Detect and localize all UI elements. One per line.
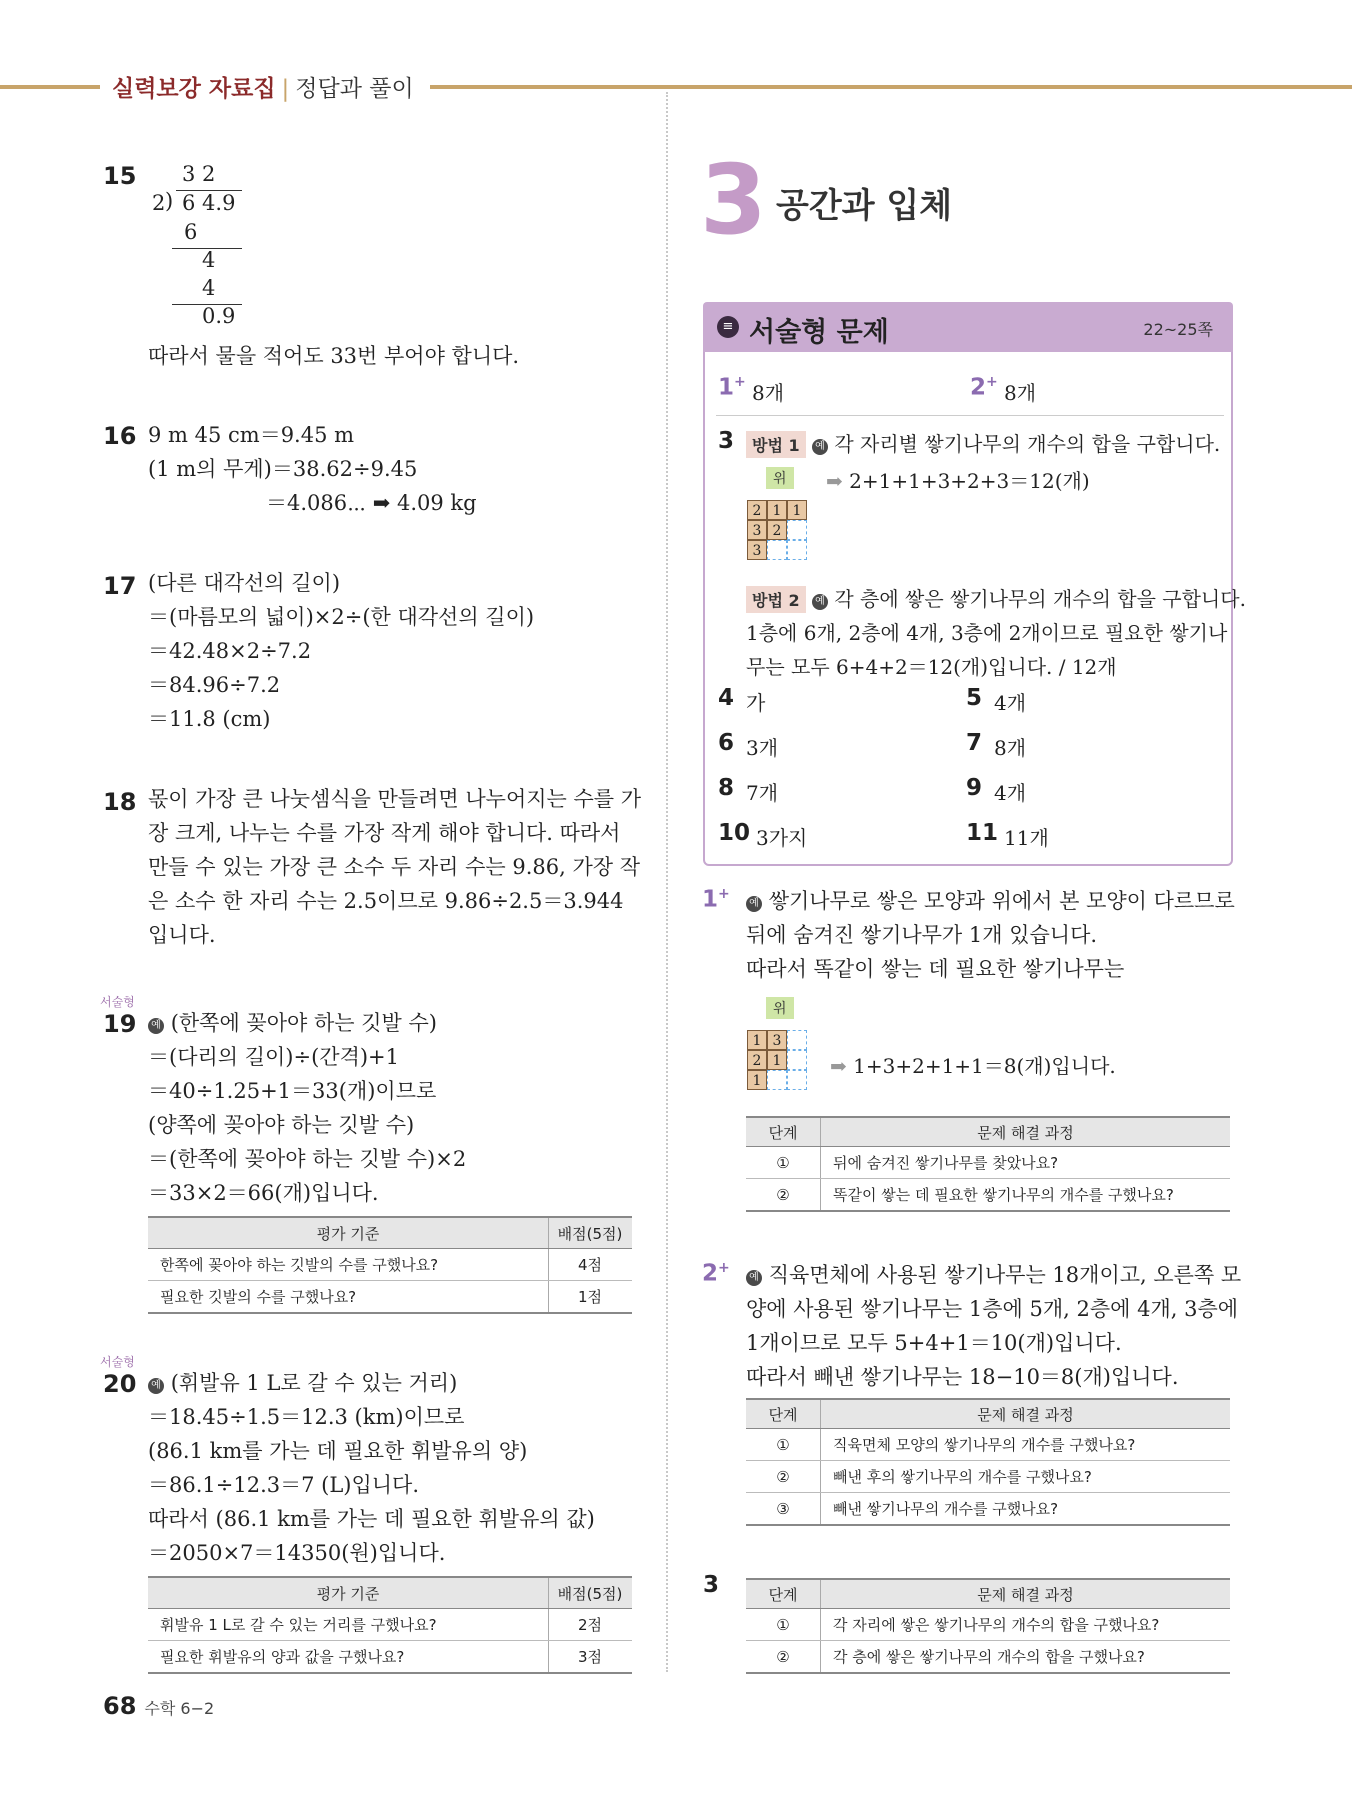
table-row: ① 뒤에 숨겨진 쌓기나무를 찾았나요?: [746, 1147, 1230, 1179]
answer-number: 8: [718, 775, 735, 801]
solution-block: [746, 1258, 1241, 1394]
column-divider: [666, 92, 668, 1672]
solution-line: (1 m의 무게)＝38.62÷9.45: [148, 457, 418, 481]
solution-calc: ➡ 1+3+2+1+1＝8(개)입니다.: [830, 1054, 1116, 1078]
method-2-line: 방법 2 예 각 층에 쌓은 쌓기나무의 개수의 합을 구합니다.: [746, 583, 1246, 613]
table-row: ③ 빼낸 쌓기나무의 개수를 구했나요?: [746, 1493, 1230, 1526]
answer-value: 8개: [1004, 381, 1037, 405]
solution-block: [148, 418, 477, 520]
solution-line: 1개이므로 모두 5+4+1＝10(개)입니다.: [746, 1331, 1122, 1355]
solution-line: 쌓기나무로 쌓은 모양과 위에서 본 모양이 다르므로: [768, 889, 1235, 913]
header-title: [112, 70, 414, 103]
answer-number: 5: [966, 685, 983, 711]
problem-number: 3: [703, 1572, 720, 1598]
score-table-header: 배점(5점): [549, 1577, 633, 1609]
solution-line: (양쪽에 꽂아야 하는 깃발 수): [148, 1113, 415, 1137]
step-table-header: 단계: [746, 1117, 821, 1147]
answer-number: 10: [718, 820, 751, 846]
division-step: 4: [202, 276, 216, 300]
question-number: 19: [103, 1010, 137, 1038]
essay-tag: 서술형: [100, 1355, 135, 1369]
solution-line: 따라서 빼낸 쌓기나무는 18−10＝8(개)입니다.: [746, 1365, 1179, 1389]
arrow-right-icon: ➡: [826, 469, 843, 493]
division-remainder: 0.9: [202, 304, 236, 328]
top-view-label: 위: [766, 467, 794, 489]
example-icon: 예: [812, 594, 828, 610]
division-dividend: 6 4.9: [182, 191, 236, 215]
top-view-label: 위: [766, 997, 794, 1019]
solution-line: ＝42.48×2÷7.2: [148, 639, 312, 663]
example-icon: 예: [746, 896, 762, 912]
answer-number: 2+: [970, 374, 998, 401]
table-row: 필요한 깃발의 수를 구했나요? 1점: [148, 1281, 632, 1314]
grid-cell: 1: [767, 1050, 787, 1070]
solution-line: 직육면체에 사용된 쌓기나무는 18개이고, 오른쪽 모: [768, 1263, 1242, 1287]
method-1-calc: ➡ 2+1+1+3+2+3＝12(개): [826, 469, 1090, 493]
table-row: ② 각 층에 쌓은 쌓기나무의 개수의 합을 구했나요?: [746, 1641, 1230, 1674]
score-table: [148, 1576, 632, 1674]
page-number: 68: [103, 1692, 137, 1720]
answer-value: 11개: [1004, 826, 1049, 850]
box-separator: [716, 415, 1224, 416]
solution-block: [148, 1006, 466, 1210]
step-table-header: 단계: [746, 1399, 821, 1429]
chapter-title: 공간과 입체: [776, 186, 953, 226]
solution-line: ＝(마름모의 넓이)×2÷(한 대각선의 길이): [148, 605, 535, 629]
solution-line: ＝40÷1.25+1＝33(개)이므로: [148, 1079, 437, 1103]
grid-cell: 2: [767, 520, 787, 540]
table-row: ② 빼낸 후의 쌓기나무의 개수를 구했나요?: [746, 1461, 1230, 1493]
score-table-header: 평가 기준: [148, 1217, 549, 1249]
answer-number: 3: [718, 428, 735, 454]
answer-value: 4개: [994, 781, 1027, 805]
solution-line: ＝11.8 (cm): [148, 707, 271, 731]
solution-line: ＝(다리의 길이)÷(간격)+1: [148, 1045, 400, 1069]
header-title-sub: 정답과 풀이: [295, 76, 414, 102]
table-row: 한쪽에 꽂아야 하는 깃발의 수를 구했나요? 4점: [148, 1249, 632, 1281]
essay-box-title: 서술형 문제: [749, 317, 889, 348]
step-table-header: 단계: [746, 1579, 821, 1609]
question-number: 17: [103, 572, 137, 600]
book-title: 수학 6−2: [144, 1699, 215, 1718]
answer-number: 11: [966, 820, 999, 846]
solution-line: 양에 사용된 쌓기나무는 1층에 5개, 2층에 4개, 3층에: [746, 1297, 1239, 1321]
solution-line: (다른 대각선의 길이): [148, 571, 341, 595]
table-row: 휘발유 1 L로 갈 수 있는 거리를 구했나요? 2점: [148, 1609, 632, 1641]
step-table: [746, 1116, 1230, 1212]
page-footer: [103, 1692, 214, 1720]
answer-value: 7개: [746, 781, 779, 805]
method-1-line: 방법 1 예 각 자리별 쌓기나무의 개수의 합을 구합니다.: [746, 428, 1220, 458]
method-1-label: 방법 1: [746, 431, 806, 458]
grid-cell: 1: [787, 500, 807, 520]
answer-number: 1+: [718, 374, 746, 401]
solution-line: 뒤에 숨겨진 쌓기나무가 1개 있습니다.: [746, 923, 1098, 947]
score-table-header: 평가 기준: [148, 1577, 549, 1609]
grid-cell: 3: [747, 520, 767, 540]
question-number: 18: [103, 788, 137, 816]
solution-block: [148, 782, 641, 952]
top-view-grid-1: [747, 500, 847, 570]
answer-value: 3가지: [756, 826, 808, 850]
header-separator: |: [281, 76, 290, 102]
example-icon: 예: [148, 1018, 164, 1034]
table-row: ① 직육면체 모양의 쌓기나무의 개수를 구했나요?: [746, 1429, 1230, 1461]
problem-number: 2+: [702, 1260, 730, 1287]
table-row: ② 똑같이 쌓는 데 필요한 쌓기나무의 개수를 구했나요?: [746, 1179, 1230, 1212]
example-icon: 예: [812, 439, 828, 455]
chapter-number: 3: [700, 144, 767, 256]
method-2-text: 무는 모두 6+4+2＝12(개)입니다. / 12개: [746, 655, 1117, 679]
page-range: 22~25쪽: [1143, 320, 1213, 339]
solution-line: 장 크게, 나누는 수를 가장 작게 해야 합니다. 따라서: [148, 821, 621, 845]
solution-line: (한쪽에 꽂아야 하는 깃발 수): [170, 1011, 437, 1035]
grid-cell: 3: [747, 540, 767, 560]
solution-line: ＝4.086⋯ ➡ 4.09 kg: [266, 491, 477, 515]
solution-line: 따라서 (86.1 km를 가는 데 필요한 휘발유의 값): [148, 1507, 595, 1531]
solution-line: 입니다.: [148, 923, 216, 947]
answer-number: 7: [966, 730, 983, 756]
problem-number: 1+: [702, 886, 730, 913]
arrow-right-icon: ➡: [830, 1054, 847, 1078]
solution-block: [148, 566, 534, 736]
header-title-main: 실력보강 자료집: [112, 76, 276, 102]
solution-line: ＝(한쪽에 꽂아야 하는 깃발 수)×2: [148, 1147, 467, 1171]
answer-number: 6: [718, 730, 735, 756]
solution-line: ＝18.45÷1.5＝12.3 (km)이므로: [148, 1405, 465, 1429]
question-number: 15: [103, 162, 137, 190]
grid-cell: 1: [767, 500, 787, 520]
step-table-header: 문제 해결 과정: [821, 1399, 1231, 1429]
answer-number: 4: [718, 685, 735, 711]
grid-cell: 3: [767, 1030, 787, 1050]
answer-value: 가: [746, 691, 766, 715]
solution-line: 따라서 똑같이 쌓는 데 필요한 쌓기나무는: [746, 957, 1125, 981]
example-icon: 예: [148, 1378, 164, 1394]
solution-line: (86.1 km를 가는 데 필요한 휘발유의 양): [148, 1439, 528, 1463]
solution-line: ＝86.1÷12.3＝7 (L)입니다.: [148, 1473, 420, 1497]
question-number: 20: [103, 1370, 137, 1398]
score-table: [148, 1216, 632, 1314]
solution-line: 9 m 45 cm＝9.45 m: [148, 423, 355, 447]
long-division: 3 2 2 ) 6 4.9 6 4 4 0.9: [150, 162, 250, 332]
table-row: 필요한 휘발유의 양과 값을 구했나요? 3점: [148, 1641, 632, 1674]
step-table-header: 문제 해결 과정: [821, 1579, 1231, 1609]
answer-value: 8개: [994, 736, 1027, 760]
solution-line: ＝84.96÷7.2: [148, 673, 281, 697]
grid-cell: 1: [747, 1030, 767, 1050]
answer-value: 4개: [994, 691, 1027, 715]
solution-line: (휘발유 1 L로 갈 수 있는 거리): [170, 1371, 458, 1395]
solution-line: ＝33×2＝66(개)입니다.: [148, 1181, 379, 1205]
solution-block: [148, 1366, 595, 1570]
step-table-header: 문제 해결 과정: [821, 1117, 1231, 1147]
grid-cell: 2: [747, 1050, 767, 1070]
division-step: 6: [184, 220, 198, 244]
answer-value: 8개: [752, 381, 785, 405]
method-2-text: 1층에 6개, 2층에 4개, 3층에 2개이므로 필요한 쌓기나: [746, 621, 1228, 645]
division-divisor: 2: [152, 191, 166, 215]
step-table: [746, 1578, 1230, 1674]
solution-line: 만들 수 있는 가장 큰 소수 두 자리 수는 9.86, 가장 작: [148, 855, 641, 879]
division-step: 4: [202, 248, 216, 272]
solution-line: ＝2050×7＝14350(원)입니다.: [148, 1541, 446, 1565]
grid-cell: 2: [747, 500, 767, 520]
table-row: ① 각 자리에 쌓은 쌓기나무의 개수의 합을 구했나요?: [746, 1609, 1230, 1641]
method-2-label: 방법 2: [746, 586, 806, 613]
answer-text: 따라서 물을 적어도 33번 부어야 합니다.: [148, 344, 520, 368]
essay-box-header: [703, 302, 1233, 352]
essay-tag: 서술형: [100, 995, 135, 1009]
division-quotient: 3 2: [182, 162, 216, 186]
answer-value: 3개: [746, 736, 779, 760]
answer-number: 9: [966, 775, 983, 801]
example-icon: 예: [746, 1270, 762, 1286]
solution-line: 은 소수 한 자리 수는 2.5이므로 9.86÷2.5＝3.944: [148, 889, 624, 913]
solution-block: [746, 884, 1235, 986]
score-table-header: 배점(5점): [549, 1217, 633, 1249]
question-number: 16: [103, 422, 137, 450]
list-icon: ≡: [717, 316, 739, 338]
solution-line: 몫이 가장 큰 나눗셈식을 만들려면 나누어지는 수를 가: [148, 787, 642, 811]
grid-cell: 1: [747, 1070, 767, 1090]
header-rule-right: [430, 85, 1352, 89]
step-table: [746, 1398, 1230, 1526]
header-rule-left: [0, 85, 100, 89]
